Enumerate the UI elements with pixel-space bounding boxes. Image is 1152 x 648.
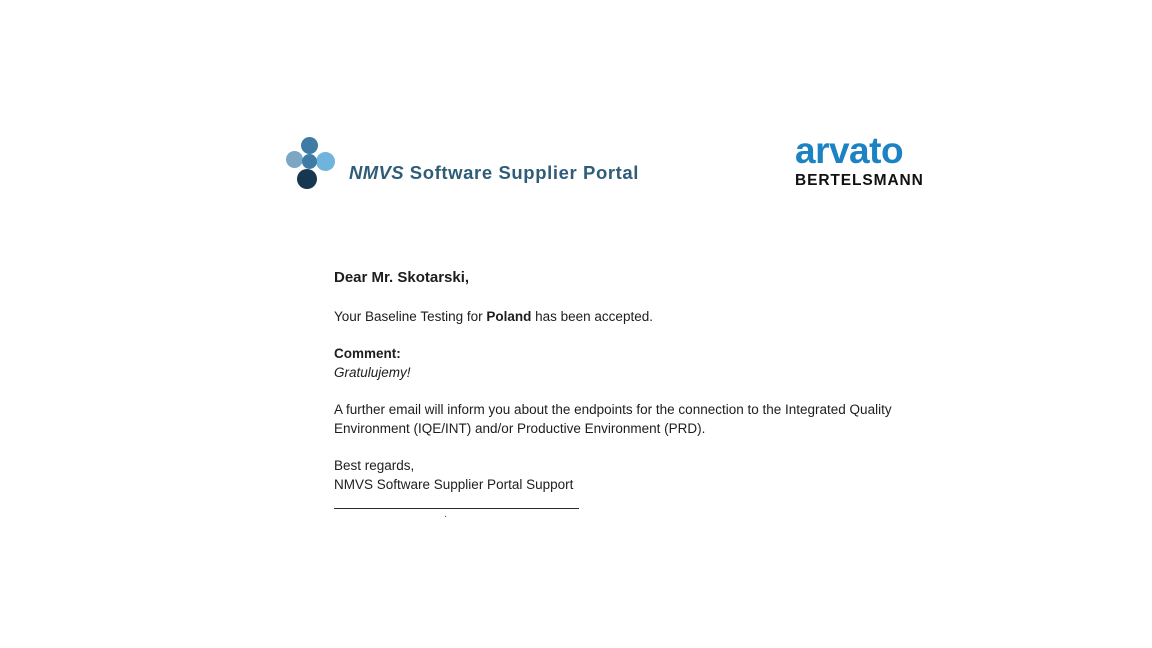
bertelsmann-wordmark: BERTELSMANN — [795, 172, 924, 189]
status-line-before: Your Baseline Testing for — [334, 309, 487, 324]
arvato-wordmark: arvato — [795, 130, 904, 171]
nmvs-dots-logo-icon — [285, 136, 341, 192]
comment-label: Comment: — [334, 346, 401, 361]
footer-mark: . — [444, 508, 448, 520]
status-line — [334, 307, 894, 326]
closing-line: Best regards, — [334, 458, 415, 473]
page-header — [0, 120, 1152, 210]
nmvs-brand — [285, 130, 639, 192]
comment-block — [334, 344, 894, 382]
salutation: Dear Mr. Skotarski, — [334, 269, 470, 286]
logo-dot-left — [286, 151, 303, 168]
arvato-brand — [795, 132, 924, 190]
logo-dot-right — [316, 152, 335, 171]
comment-text: Gratulujemy! — [334, 365, 411, 380]
brand-title-main: Software Supplier Portal — [404, 162, 640, 183]
brand-title-prefix: NMVS — [349, 162, 405, 183]
brand-title — [349, 162, 639, 192]
logo-dot-middle — [302, 154, 317, 169]
signature-line: NMVS Software Supplier Portal Support — [334, 477, 574, 492]
status-line-country: Poland — [486, 309, 532, 324]
logo-dot-top — [301, 137, 318, 154]
info-paragraph: A further email will inform you about the endpoints for the connection to the Integrated Quality Environment (IQE/INT) and/or Productive Environment (PRD). — [334, 402, 892, 436]
footer-divider — [334, 508, 579, 509]
letter-body — [334, 268, 894, 520]
status-line-after: has been accepted. — [531, 309, 653, 324]
logo-dot-bottom — [297, 169, 317, 189]
